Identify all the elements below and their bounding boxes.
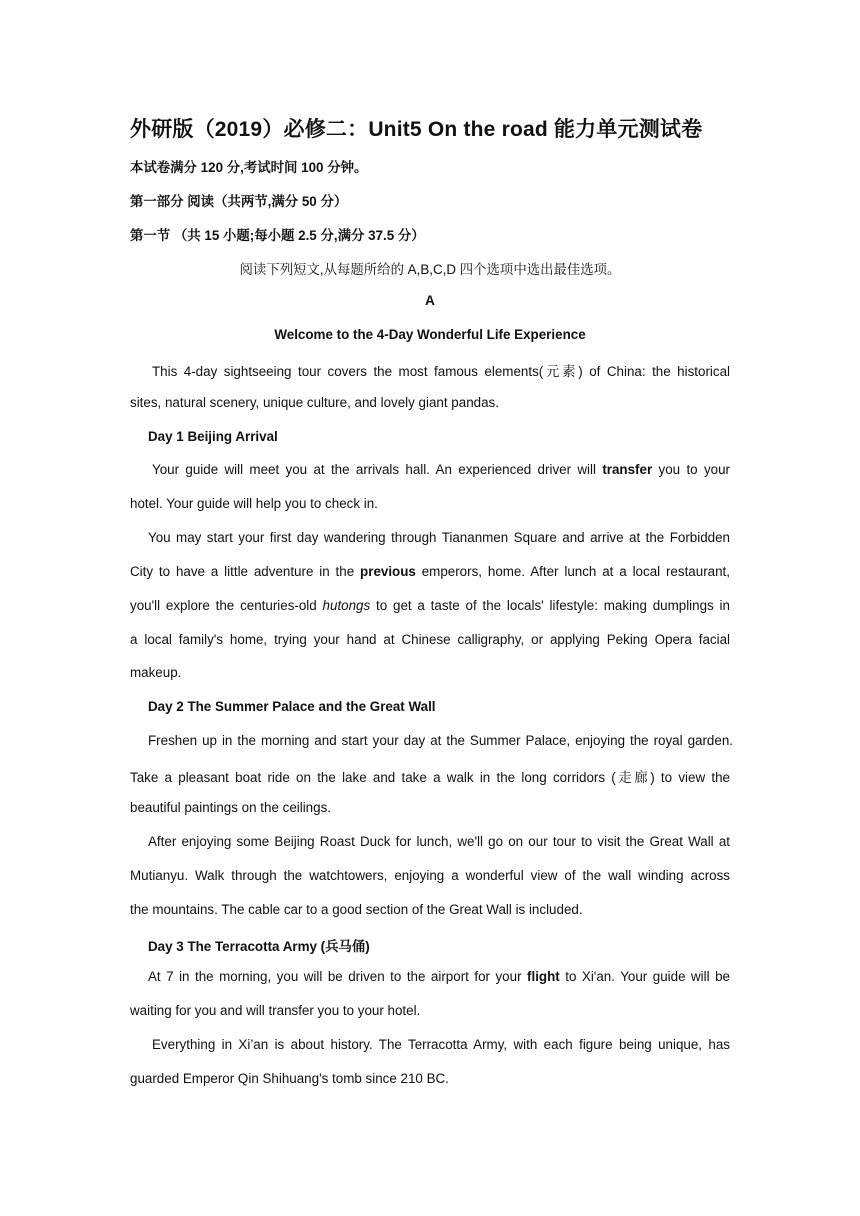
body-text: you to your bbox=[652, 462, 731, 477]
day1-p2-line-3 bbox=[130, 598, 730, 613]
day2-p1-line-2 bbox=[130, 767, 730, 786]
body-text: ) to view the bbox=[650, 770, 730, 785]
day1-p2-line-1: You may start your first day wandering through Tiananmen Square and arrive at the Forbidden bbox=[148, 530, 730, 545]
keyword-previous: previous bbox=[360, 564, 416, 579]
day3-p1-line-1 bbox=[148, 969, 730, 984]
body-text: to get a taste of the locals' lifestyle: making dumplings in bbox=[370, 598, 730, 613]
section-heading: 第一节 （共 15 小题;每小题 2.5 分,满分 37.5 分） bbox=[130, 228, 425, 243]
day2-heading: Day 2 The Summer Palace and the Great Wall bbox=[148, 699, 436, 714]
body-text: emperors, home. After lunch at a local restaurant, bbox=[415, 564, 730, 579]
day2-p2-line-1: After enjoying some Beijing Roast Duck for lunch, we'll go on our tour to visit the Great Wall at bbox=[148, 834, 730, 849]
score-info: 本试卷满分 120 分,考试时间 100 分钟。 bbox=[130, 160, 368, 175]
day1-p1-line-2: hotel. Your guide will help you to check in. bbox=[130, 496, 378, 511]
day2-p1-line-1: Freshen up in the morning and start your day at the Summer Palace, enjoying the royal garden. bbox=[148, 733, 733, 748]
intro-line-1 bbox=[130, 361, 730, 380]
day1-p2-line-4: a local family's home, trying your hand at Chinese calligraphy, or applying Peking Opera facial bbox=[130, 632, 730, 647]
chinese-gloss: 走廊 bbox=[615, 771, 651, 786]
passage-heading: Welcome to the 4-Day Wonderful Life Experience bbox=[274, 327, 586, 342]
day1-p2-line-5: makeup. bbox=[130, 665, 182, 680]
body-text: City to have a little adventure in the bbox=[130, 564, 361, 579]
intro-text: This 4-day sightseeing tour covers the most famous elements( bbox=[152, 364, 544, 379]
day2-p2-line-2: Mutianyu. Walk through the watchtowers, enjoying a wonderful view of the wall winding across bbox=[130, 868, 730, 883]
body-text: Your guide will meet you at the arrivals hall. An experienced driver will bbox=[152, 462, 603, 477]
day2-p2-line-3: the mountains. The cable car to a good section of the Great Wall is included. bbox=[130, 902, 583, 917]
day1-p1-line-1 bbox=[130, 462, 730, 477]
keyword-transfer: transfer bbox=[602, 462, 653, 477]
day2-p1-line-3: beautiful paintings on the ceilings. bbox=[130, 800, 331, 815]
body-text: At 7 in the morning, you will be driven to the airport for your bbox=[148, 969, 528, 984]
day1-heading: Day 1 Beijing Arrival bbox=[148, 429, 278, 444]
day3-heading: Day 3 The Terracotta Army (兵马俑) bbox=[148, 939, 370, 954]
day3-p2-line-2: guarded Emperor Qin Shihuang's tomb since 210 BC. bbox=[130, 1071, 449, 1086]
day1-p2-line-2 bbox=[130, 564, 730, 579]
body-text: you'll explore the centuries-old bbox=[130, 598, 323, 613]
instructions bbox=[0, 259, 860, 278]
part-heading: 第一部分 阅读（共两节,满分 50 分） bbox=[130, 194, 348, 209]
intro-text: ) of China: the historical bbox=[578, 364, 731, 379]
body-text: to Xi'an. Your guide will be bbox=[559, 969, 730, 984]
chinese-gloss: 元素 bbox=[543, 365, 579, 380]
intro-line-2: sites, natural scenery, unique culture, and lovely giant pandas. bbox=[130, 395, 499, 410]
keyword-flight: flight bbox=[527, 969, 560, 984]
passage-letter: A bbox=[425, 293, 435, 308]
body-text: Take a pleasant boat ride on the lake and take a walk in the long corridors ( bbox=[130, 770, 616, 785]
keyword-hutongs: hutongs bbox=[322, 598, 371, 613]
day3-p1-line-2: waiting for you and will transfer you to your hotel. bbox=[130, 1003, 421, 1018]
instructions-text: 阅读下列短文,从每题所给的 A,B,C,D 四个选项中选出最佳选项。 bbox=[239, 262, 621, 277]
day3-p2-line-1: Everything in Xi’an is about history. The Terracotta Army, with each figure being unique, has bbox=[152, 1037, 730, 1052]
document-title: 外研版（2019）必修二：Unit5 On the road 能力单元测试卷 bbox=[130, 118, 703, 141]
